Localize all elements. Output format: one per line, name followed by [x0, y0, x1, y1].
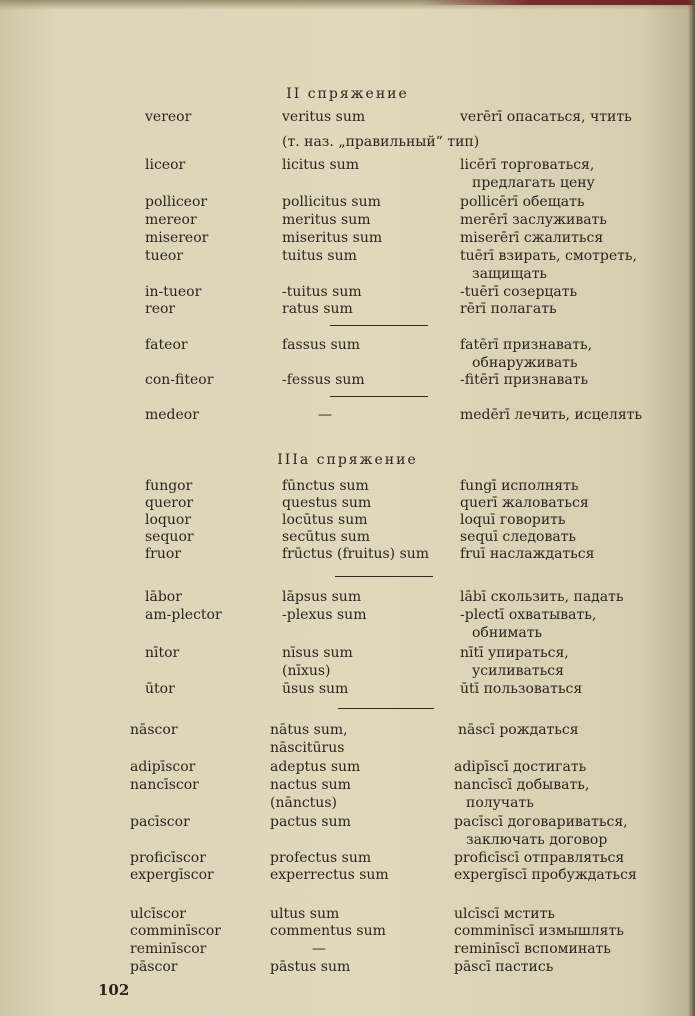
- meaning: pāscī пастись: [454, 959, 554, 975]
- perfect-form: secūtus sum: [282, 529, 371, 545]
- present-form: reor: [145, 301, 176, 317]
- meaning: licērī торговаться, предлагать цену: [460, 157, 595, 191]
- meaning: medērī лечить, исцелять: [460, 407, 643, 423]
- present-form: ūtor: [145, 681, 175, 697]
- present-form: reminīscor: [130, 941, 207, 957]
- meaning: nītī упираться, усиливаться: [460, 645, 569, 679]
- no-perfect-dash: —: [318, 407, 332, 423]
- present-form: mereor: [145, 212, 197, 228]
- group-separator: [330, 396, 428, 397]
- present-form: proficīscor: [130, 850, 206, 866]
- meaning: ulcīscī мстить: [454, 906, 555, 922]
- present-form: adipīscor: [130, 759, 196, 775]
- present-form: lābor: [145, 589, 182, 605]
- binding-band: [420, 0, 695, 5]
- perfect-form: ūsus sum: [282, 681, 349, 697]
- present-form: con-fiteor: [145, 372, 214, 388]
- meaning: -plectī охватывать, обнимать: [460, 607, 597, 641]
- perfect-form: tuitus sum: [282, 248, 357, 264]
- meaning: proficīscī отправляться: [454, 850, 625, 866]
- perfect-form: pollicitus sum: [282, 194, 381, 210]
- present-form: nancīscor: [130, 777, 199, 793]
- perfect-form: fassus sum: [282, 337, 361, 353]
- perfect-form: profectus sum: [270, 850, 372, 866]
- present-form: liceor: [145, 157, 186, 173]
- present-form: pāscor: [130, 959, 178, 975]
- perfect-form: -plexus sum: [282, 607, 367, 623]
- present-form: am-plector: [145, 607, 222, 623]
- present-form: in-tueor: [145, 284, 202, 300]
- present-form: expergīscor: [130, 867, 214, 883]
- present-form: nāscor: [130, 722, 178, 738]
- meaning: verērī опасаться, чтить: [460, 109, 632, 125]
- perfect-form: ratus sum: [282, 301, 353, 317]
- present-form: fateor: [145, 337, 188, 353]
- perfect-form: nātus sum, nāscitūrus: [270, 722, 348, 756]
- meaning: reminīscī вспоминать: [454, 941, 611, 957]
- meaning: pacīscī договариваться, заключать договор: [454, 814, 628, 848]
- perfect-form: veritus sum: [282, 109, 366, 125]
- present-form: misereor: [145, 230, 209, 246]
- meaning: fungī исполнять: [460, 478, 579, 494]
- perfect-form: pactus sum: [270, 814, 351, 830]
- present-form: fungor: [145, 478, 193, 494]
- meaning: nāscī рождаться: [458, 722, 579, 738]
- perfect-form: experrectus sum: [270, 867, 389, 883]
- page-edge: [688, 0, 695, 1016]
- group-separator: [338, 708, 434, 709]
- meaning: miserērī сжалиться: [460, 230, 604, 246]
- perfect-form: nactus sum (nānctus): [270, 777, 351, 811]
- meaning: ūtī пользоваться: [460, 681, 583, 697]
- meaning: nancīscī добывать, получать: [454, 777, 590, 811]
- perfect-form: adeptus sum: [270, 759, 361, 775]
- perfect-form: ultus sum: [270, 906, 340, 922]
- perfect-form: fūnctus sum: [282, 478, 369, 494]
- meaning: lābī скользить, падать: [460, 589, 624, 605]
- perfect-form: licitus sum: [282, 157, 360, 173]
- meaning: comminīscī измышлять: [454, 923, 624, 939]
- perfect-form: pāstus sum: [270, 959, 351, 975]
- perfect-form: questus sum: [282, 495, 372, 511]
- present-form: medeor: [145, 407, 199, 423]
- perfect-form: miseritus sum: [282, 230, 383, 246]
- present-form: loquor: [145, 512, 192, 528]
- present-form: comminīscor: [130, 923, 221, 939]
- present-form: sequor: [145, 529, 194, 545]
- perfect-form: locūtus sum: [282, 512, 368, 528]
- meaning: merērī заслуживать: [460, 212, 607, 228]
- perfect-form: lāpsus sum: [282, 589, 362, 605]
- no-perfect-dash: —: [312, 941, 326, 957]
- meaning: tuērī взирать, смотреть, защищать: [460, 248, 637, 282]
- present-form: nītor: [145, 645, 180, 661]
- meaning: -tuērī созерцать: [460, 284, 578, 300]
- meaning: fatērī признавать, обнаруживать: [460, 337, 593, 371]
- meaning: querī жаловаться: [460, 495, 589, 511]
- perfect-form: commentus sum: [270, 923, 386, 939]
- group-separator: [330, 325, 428, 326]
- regular-type-note: (т. наз. „правильный“ тип): [282, 134, 480, 150]
- meaning: adipīscī достигать: [454, 759, 587, 775]
- present-form: queror: [145, 495, 194, 511]
- section-heading-iiia: IIIa спряжение: [277, 452, 418, 468]
- perfect-form: -fessus sum: [282, 372, 365, 388]
- meaning: loquī говорить: [460, 512, 566, 528]
- meaning: sequī следовать: [460, 529, 577, 545]
- perfect-form: frūctus (fruitus) sum: [282, 546, 430, 562]
- present-form: vereor: [145, 109, 192, 125]
- present-form: fruor: [145, 546, 182, 562]
- perfect-form: meritus sum: [282, 212, 371, 228]
- meaning: rērī полагать: [460, 301, 557, 317]
- perfect-form: -tuitus sum: [282, 284, 362, 300]
- present-form: polliceor: [145, 194, 208, 210]
- meaning: pollicērī обещать: [460, 194, 585, 210]
- present-form: pacīscor: [130, 814, 190, 830]
- present-form: ulcīscor: [130, 906, 186, 922]
- meaning: -fitērī признавать: [460, 372, 589, 388]
- group-separator: [335, 576, 433, 577]
- meaning: fruī наслаждаться: [460, 546, 595, 562]
- section-heading-ii: II спряжение: [286, 86, 409, 102]
- present-form: tueor: [145, 248, 184, 264]
- perfect-form: nīsus sum (nīxus): [282, 645, 353, 679]
- page-number: 102: [98, 981, 130, 999]
- meaning: expergīscī пробуждаться: [454, 867, 637, 883]
